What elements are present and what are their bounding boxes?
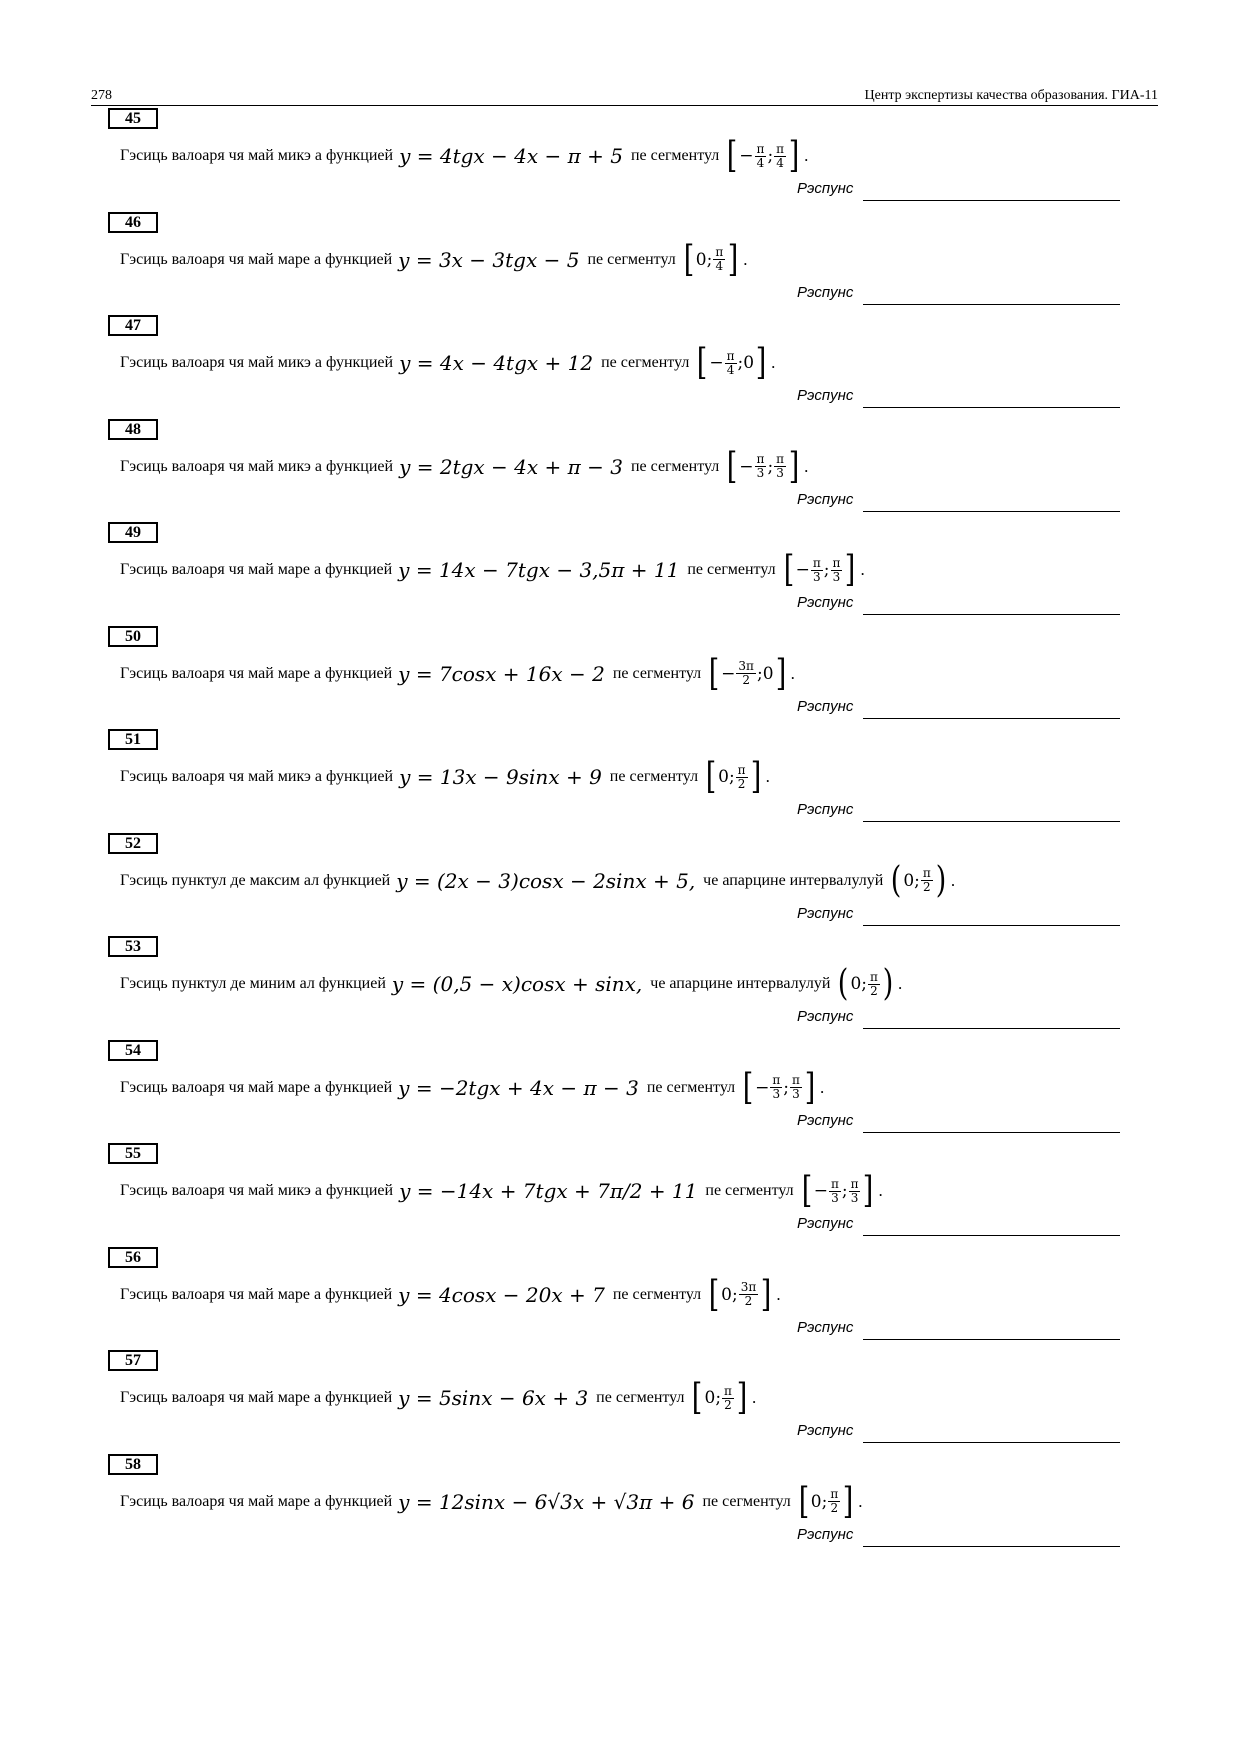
fraction-denominator: 4 — [715, 259, 724, 273]
segment — [707, 1273, 773, 1315]
answer-area — [797, 801, 1120, 823]
segment-close-bracket: ] — [845, 549, 856, 590]
answer-label: Рэспунс — [797, 1215, 854, 1232]
problem-connector: пе сегментул — [612, 1285, 702, 1303]
segment-open-bracket: ( — [838, 963, 849, 1004]
problem-statement — [120, 756, 770, 797]
fraction-numerator: π — [724, 1383, 732, 1398]
problem-text: Гэсиць валоаря чя май маре а функцией — [120, 1389, 393, 1406]
problem-item — [0, 1040, 1241, 1144]
problem-number: 46 — [108, 212, 158, 233]
answer-label: Рэспунс — [797, 697, 854, 715]
answer-area — [797, 1215, 1120, 1237]
answer-label: Рэспунс — [797, 1525, 854, 1543]
segment-open-bracket: [ — [708, 652, 720, 694]
segment-endpoint: 0 — [850, 974, 862, 994]
fraction-denominator: 3 — [776, 466, 784, 480]
problem-number: 49 — [108, 522, 158, 543]
segment-endpoint: 0 — [903, 870, 915, 891]
problem-number: 51 — [108, 729, 158, 750]
problem-item — [0, 315, 1241, 419]
fraction-denominator: 2 — [742, 673, 750, 687]
problem-formula: y = 2tgx − 4x + π − 3 — [399, 454, 623, 479]
fraction-numerator: 3π — [740, 1280, 757, 1294]
problem-connector: пе сегментул — [601, 354, 690, 371]
fraction-denominator: 2 — [870, 983, 878, 998]
segment-open-bracket: [ — [801, 1170, 812, 1211]
problem-end-mark: . — [950, 870, 956, 890]
segment-open-bracket: [ — [683, 238, 695, 280]
problem-item — [0, 729, 1241, 833]
segment-sign: − — [721, 663, 736, 684]
fraction — [774, 453, 786, 480]
problem-formula: y = 7cosx + 16x − 2 — [398, 661, 605, 686]
segment-close-bracket: ] — [727, 238, 739, 280]
problem-formula: y = −14x + 7tgx + 7π/2 + 11 — [399, 1179, 698, 1203]
problem-connector: пе сегментул — [687, 561, 776, 578]
fraction-numerator: π — [830, 1176, 839, 1191]
problem-end-mark: . — [765, 767, 770, 786]
segment-endpoint: 0 — [810, 1491, 822, 1512]
problem-statement — [120, 135, 809, 176]
problem-item — [0, 108, 1241, 212]
segment-separator: ; — [821, 1491, 828, 1512]
fraction-denominator: 3 — [850, 1190, 859, 1205]
segment-close-bracket: ] — [788, 135, 800, 176]
fraction — [722, 1385, 734, 1412]
answer-input-line[interactable] — [863, 304, 1120, 305]
answer-area — [797, 1319, 1120, 1341]
fraction — [725, 350, 737, 377]
problem-statement — [120, 1480, 863, 1522]
segment-sign: − — [739, 146, 754, 166]
segment-close-bracket: ] — [761, 1273, 772, 1315]
segment — [889, 859, 948, 901]
problem-formula: y = 5sinx − 6x + 3 — [398, 1386, 589, 1410]
fraction-numerator: π — [715, 245, 724, 259]
problem-item — [0, 419, 1241, 523]
problem-text: Гэсиць валоаря чя май микэ а функцией — [120, 768, 394, 785]
answer-area — [797, 1526, 1120, 1548]
answer-label: Рэспунс — [797, 1318, 854, 1336]
fraction — [770, 1074, 782, 1101]
problem-statement — [120, 1066, 825, 1108]
problem-text: Гэсиць валоаря чя май микэ а функцией — [120, 1182, 394, 1199]
problem-text: Гэсиць пунктул де максим ал функцией — [120, 871, 391, 889]
answer-input-line[interactable] — [863, 200, 1120, 201]
answer-input-line[interactable] — [863, 614, 1120, 615]
answer-area — [797, 1112, 1120, 1134]
segment — [707, 652, 787, 694]
problem-connector: пе сегментул — [596, 1389, 685, 1406]
problem-text: Гэсиць пунктул де миним ал функцией — [120, 975, 386, 992]
segment — [725, 135, 801, 176]
problem-formula: y = 4cosx − 20x + 7 — [398, 1282, 605, 1307]
fraction-denominator: 2 — [744, 1294, 753, 1308]
problem-statement — [120, 342, 776, 383]
segment — [704, 756, 763, 797]
answer-input-line[interactable] — [863, 1235, 1120, 1236]
answer-input-line[interactable] — [863, 821, 1120, 822]
answer-label: Рэспунс — [797, 180, 854, 197]
answer-input-line[interactable] — [863, 511, 1120, 512]
problem-connector: пе сегментул — [702, 1492, 791, 1510]
fraction — [921, 867, 933, 894]
problem-number: 58 — [108, 1454, 158, 1475]
answer-label: Рэспунс — [797, 283, 854, 301]
answer-area — [797, 698, 1120, 720]
answer-label: Рэспунс — [797, 801, 854, 818]
fraction — [790, 1074, 802, 1101]
problem-item — [0, 1454, 1241, 1558]
segment-open-bracket: ( — [891, 859, 902, 901]
segment-close-bracket: ] — [863, 1170, 874, 1211]
problem-statement — [120, 238, 748, 280]
segment-open-bracket: [ — [727, 445, 738, 487]
segment-close-bracket: ] — [788, 445, 800, 487]
segment-separator: ; — [823, 560, 830, 580]
answer-label: Рэспунс — [797, 1111, 854, 1129]
answer-area — [797, 594, 1120, 616]
problem-text: Гэсиць валоаря чя май микэ а функцией — [120, 457, 394, 475]
fraction-numerator: π — [726, 348, 735, 363]
problem-item — [0, 1143, 1241, 1247]
segment-close-bracket: ] — [775, 652, 786, 694]
fraction-denominator: 3 — [792, 1087, 800, 1101]
answer-area — [797, 180, 1120, 202]
fraction-numerator: π — [737, 762, 746, 777]
segment-endpoint: 0 — [704, 1388, 716, 1408]
segment-endpoint: 0 — [721, 1284, 732, 1305]
answer-input-line[interactable] — [863, 1132, 1120, 1133]
fraction-numerator: π — [830, 1487, 839, 1501]
fraction-numerator: π — [772, 1073, 781, 1087]
fraction — [774, 143, 786, 170]
problem-item — [0, 522, 1241, 626]
answer-label: Рэспунс — [797, 1008, 854, 1025]
segment-sign: − — [709, 353, 724, 373]
answer-input-line[interactable] — [863, 1546, 1120, 1547]
segment-separator: ; — [767, 146, 774, 166]
segment — [682, 238, 741, 280]
problem-number: 52 — [108, 833, 158, 854]
fraction — [736, 660, 756, 687]
answer-label: Рэспунс — [797, 904, 854, 922]
problem-item — [0, 212, 1241, 316]
answer-area — [797, 905, 1120, 927]
segment-separator: ; — [783, 1077, 790, 1098]
segment — [695, 342, 768, 383]
fraction-denominator: 3 — [772, 1087, 781, 1101]
problem-text: Гэсиць валоаря чя май микэ а функцией — [120, 354, 394, 371]
problem-text: Гэсиць валоаря чя май маре а функцией — [120, 664, 393, 682]
problem-item — [0, 1247, 1241, 1351]
segment — [690, 1377, 749, 1418]
fraction-numerator: π — [792, 1073, 800, 1087]
fraction — [829, 1178, 841, 1205]
problem-item — [0, 833, 1241, 937]
problem-formula: y = 12sinx − 6√3x + √3π + 6 — [398, 1489, 695, 1514]
fraction-denominator: 4 — [756, 155, 765, 170]
problem-end-mark: . — [743, 249, 748, 269]
header-title: Центр экспертизы качества образования. ГИА-11 — [864, 88, 1158, 103]
problem-formula: y = 4x − 4tgx + 12 — [399, 351, 594, 375]
problem-end-mark: . — [790, 663, 795, 683]
answer-label: Рэспунс — [797, 594, 854, 611]
problem-connector: пе сегментул — [630, 147, 720, 164]
fraction-denominator: 3 — [831, 1190, 839, 1205]
segment — [836, 963, 895, 1004]
problem-number: 56 — [108, 1247, 158, 1268]
fraction-denominator: 3 — [832, 569, 841, 584]
problem-number: 50 — [108, 626, 158, 647]
problem-connector: пе сегментул — [705, 1182, 794, 1199]
segment-open-bracket: [ — [697, 342, 708, 383]
segment-open-bracket: [ — [742, 1066, 754, 1108]
fraction-denominator: 4 — [726, 362, 735, 377]
problem-statement — [120, 652, 795, 694]
answer-input-line[interactable] — [863, 1339, 1120, 1340]
problem-connector: пе сегментул — [646, 1078, 736, 1096]
segment-endpoint: 0 — [718, 767, 729, 787]
answer-area — [797, 387, 1120, 409]
segment-separator: ; — [767, 456, 774, 477]
fraction-denominator: 2 — [737, 776, 746, 791]
problem-formula: y = −2tgx + 4x − π − 3 — [398, 1075, 639, 1100]
fraction-numerator: π — [850, 1176, 859, 1191]
problem-number: 54 — [108, 1040, 158, 1061]
segment-open-bracket: [ — [708, 1273, 720, 1315]
problem-connector: пе сегментул — [612, 664, 702, 682]
problem-item — [0, 936, 1241, 1040]
segment-open-bracket: [ — [727, 135, 738, 176]
answer-area — [797, 491, 1120, 513]
problem-number: 47 — [108, 315, 158, 336]
problem-item — [0, 1350, 1241, 1454]
segment-separator: ; — [914, 870, 920, 891]
problem-connector: пе сегментул — [587, 250, 676, 268]
fraction-numerator: π — [922, 866, 931, 880]
problem-number: 48 — [108, 419, 158, 440]
fraction — [831, 557, 843, 584]
fraction-numerator: π — [776, 141, 785, 156]
problem-end-mark: . — [751, 1388, 757, 1407]
fraction — [868, 971, 880, 998]
problem-statement — [120, 549, 865, 590]
answer-area — [797, 284, 1120, 306]
fraction-numerator: π — [812, 555, 821, 570]
fraction — [713, 246, 725, 273]
answer-input-line[interactable] — [863, 718, 1120, 719]
problem-text: Гэсиць валоаря чя май маре а функцией — [120, 1285, 393, 1303]
problem-end-mark: . — [878, 1181, 883, 1200]
problem-end-mark: . — [819, 1077, 825, 1097]
segment-separator: ; — [728, 767, 735, 787]
problem-text: Гэсиць валоаря чя май маре а функцией — [120, 1078, 393, 1096]
segment-close-bracket: ] — [804, 1066, 816, 1108]
segment-separator: ; — [841, 1181, 848, 1201]
segment-close-bracket: ) — [935, 859, 947, 901]
fraction — [736, 764, 748, 791]
segment-open-bracket: [ — [798, 1480, 810, 1522]
problem-statement — [120, 1377, 757, 1418]
segment-open-bracket: [ — [705, 756, 717, 797]
problem-formula: y = (2x − 3)cosx − 2sinx + 5, — [396, 868, 696, 893]
fraction-numerator: 3π — [738, 659, 754, 673]
segment-endpoint: 0 — [695, 249, 707, 270]
segment — [741, 1066, 817, 1108]
fraction-numerator: π — [776, 452, 785, 466]
fraction — [755, 453, 767, 480]
problem-formula: y = 3x − 3tgx − 5 — [398, 247, 580, 272]
fraction — [755, 143, 767, 170]
problem-end-mark: . — [897, 974, 903, 993]
problem-end-mark: . — [776, 1284, 781, 1304]
fraction — [739, 1281, 759, 1308]
answer-area — [797, 1422, 1120, 1444]
answer-input-line[interactable] — [863, 1442, 1120, 1443]
segment-close-bracket: ] — [755, 342, 767, 383]
answer-input-line[interactable] — [863, 925, 1120, 926]
segment — [725, 445, 801, 487]
problem-statement — [120, 859, 956, 901]
fraction — [849, 1178, 861, 1205]
problem-number: 45 — [108, 108, 158, 129]
segment-sign: − — [739, 456, 754, 477]
segment-close-bracket: ] — [842, 1480, 854, 1522]
segment-open-bracket: [ — [692, 1377, 703, 1418]
segment-separator: ; — [706, 249, 713, 270]
problem-statement — [120, 963, 903, 1004]
fraction-numerator: π — [756, 141, 765, 156]
fraction-numerator: π — [756, 452, 765, 466]
problem-end-mark: . — [858, 1491, 863, 1511]
problem-text: Гэсиць валоаря чя май маре а функцией — [120, 561, 393, 578]
problem-item — [0, 626, 1241, 730]
fraction-numerator: π — [832, 555, 841, 570]
problem-number: 55 — [108, 1143, 158, 1164]
problem-statement — [120, 1273, 781, 1315]
problem-formula: y = 14x − 7tgx − 3,5π + 11 — [398, 558, 680, 582]
segment-endpoint: 0 — [743, 353, 755, 373]
fraction-denominator: 3 — [813, 569, 821, 584]
segment-close-bracket: ] — [736, 1377, 748, 1418]
problem-end-mark: . — [804, 456, 809, 476]
problem-connector: пе сегментул — [609, 768, 699, 785]
segment — [782, 549, 858, 590]
page-number: 278 — [91, 88, 112, 103]
segment — [797, 1480, 856, 1522]
segment-separator: ; — [737, 353, 744, 373]
problem-text: Гэсиць валоаря чя май маре а функцией — [120, 250, 393, 268]
problem-text: Гэсиць валоаря чя май маре а функцией — [120, 1492, 393, 1510]
fraction-denominator: 3 — [756, 466, 765, 480]
problem-connector: че апарцине интервалулуй — [703, 871, 884, 889]
answer-label: Рэспунс — [797, 490, 854, 508]
answer-area — [797, 1008, 1120, 1030]
segment-separator: ; — [715, 1388, 722, 1408]
answer-label: Рэспунс — [797, 387, 854, 404]
problem-formula: y = 13x − 9sinx + 9 — [399, 765, 602, 789]
fraction-denominator: 2 — [830, 1501, 839, 1515]
fraction — [811, 557, 823, 584]
answer-input-line[interactable] — [863, 407, 1120, 408]
problem-number: 53 — [108, 936, 158, 957]
answer-label: Рэспунс — [797, 1422, 854, 1439]
problem-end-mark: . — [860, 560, 865, 579]
segment-sign: − — [755, 1077, 770, 1098]
segment-separator: ; — [732, 1284, 738, 1305]
answer-input-line[interactable] — [863, 1028, 1120, 1029]
problem-formula: y = 4tgx − 4x − π + 5 — [399, 144, 623, 168]
problem-formula: y = (0,5 − x)cosx + sinx, — [391, 972, 643, 996]
fraction — [828, 1488, 840, 1515]
segment-separator: ; — [861, 974, 867, 994]
problem-statement — [120, 1170, 883, 1211]
segment-sign: − — [813, 1181, 828, 1201]
problem-number: 57 — [108, 1350, 158, 1371]
fraction-numerator: π — [870, 969, 878, 984]
segment-endpoint: 0 — [762, 663, 774, 684]
problem-text: Гэсиць валоаря чя май микэ а функцией — [120, 147, 394, 164]
problem-connector: че апарцине интервалулуй — [650, 975, 831, 992]
problem-end-mark: . — [804, 146, 809, 165]
segment-sign: − — [795, 560, 810, 580]
segment-separator: ; — [756, 663, 763, 684]
fraction-denominator: 2 — [724, 1397, 732, 1412]
problem-statement — [120, 445, 809, 487]
segment-close-bracket: ) — [882, 963, 894, 1004]
fraction-denominator: 2 — [923, 880, 931, 894]
segment — [800, 1170, 876, 1211]
problem-connector: пе сегментул — [630, 457, 720, 475]
problem-end-mark: . — [771, 353, 776, 372]
segment-open-bracket: [ — [783, 549, 794, 590]
fraction-denominator: 4 — [776, 155, 784, 170]
segment-close-bracket: ] — [750, 756, 761, 797]
